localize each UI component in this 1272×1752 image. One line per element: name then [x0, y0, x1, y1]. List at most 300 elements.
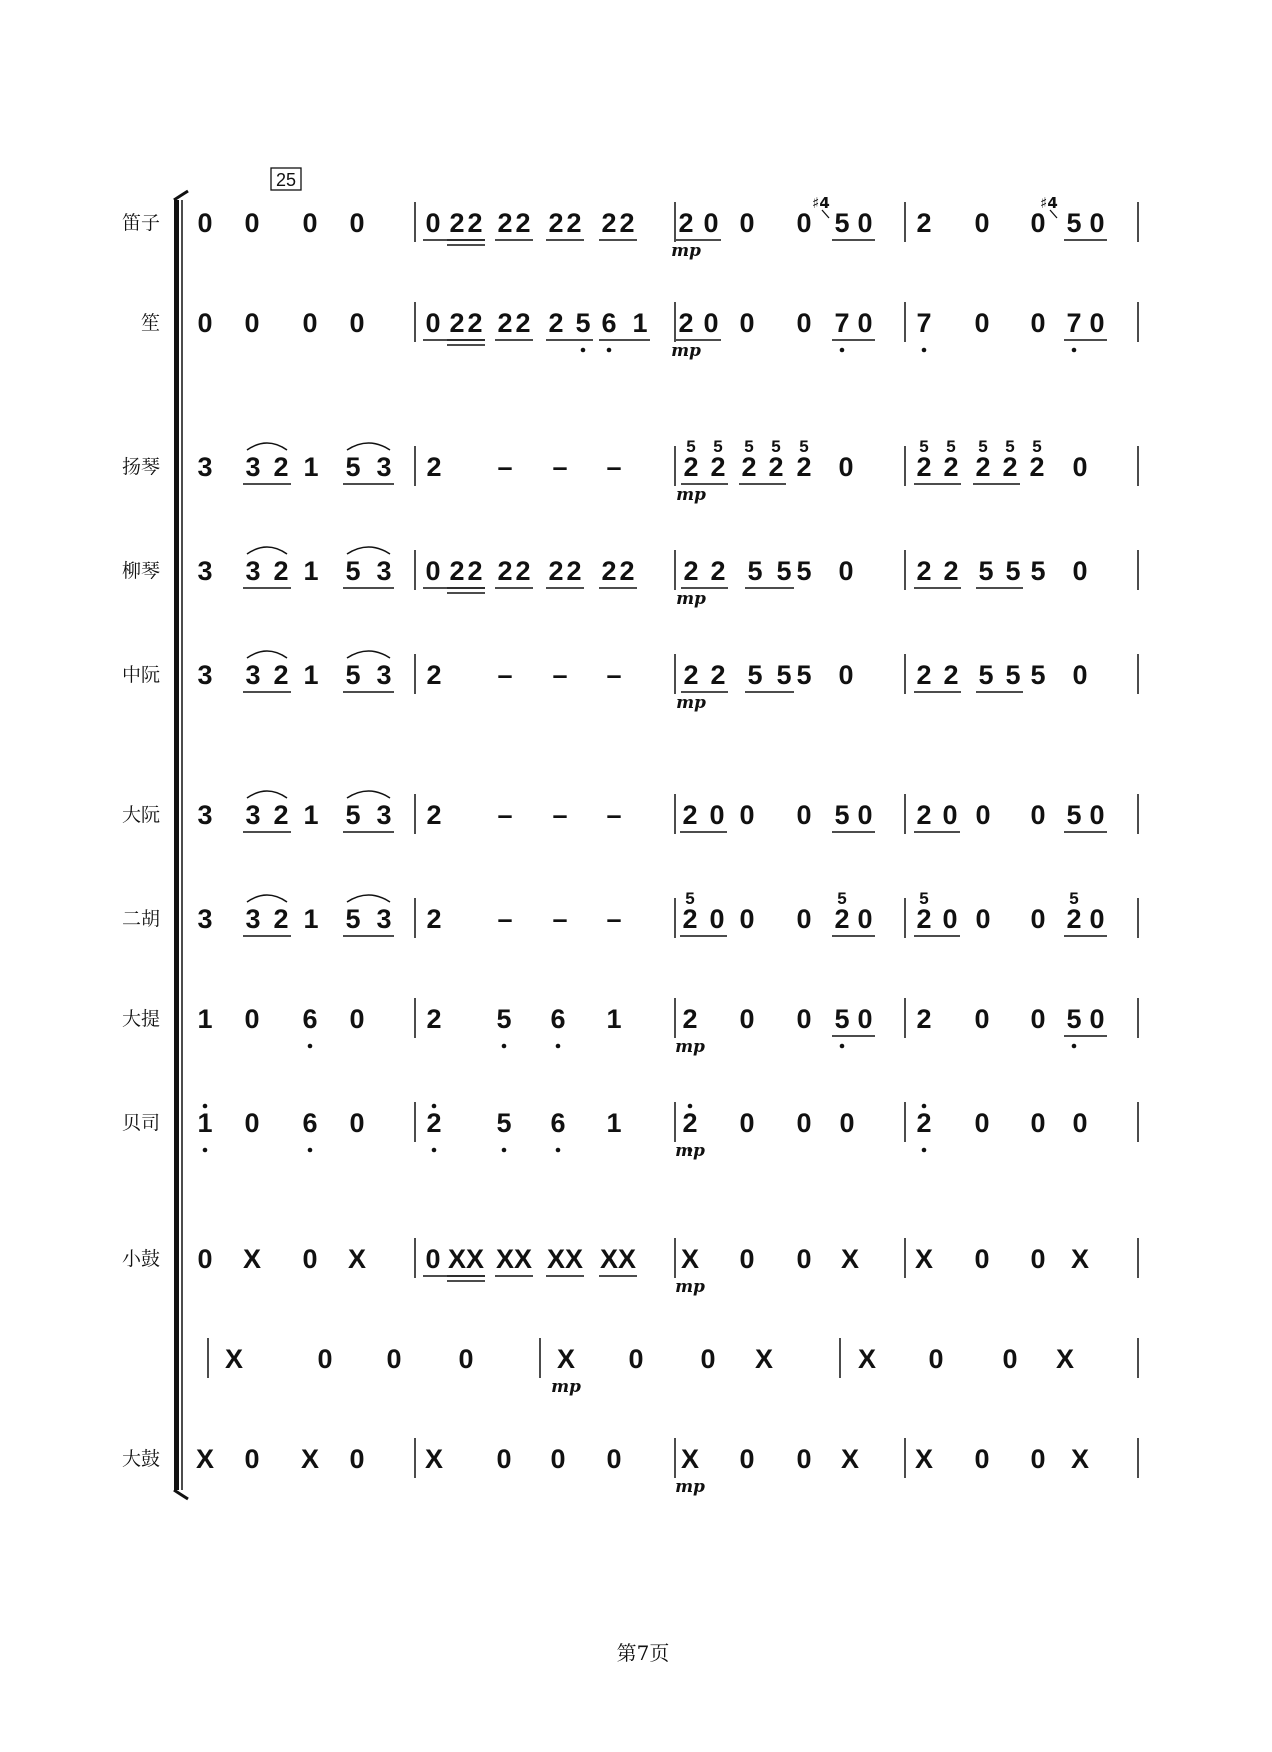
note: 0 — [197, 1244, 213, 1274]
note: 0 — [1030, 208, 1046, 238]
dynamic-mp: mp — [551, 1377, 581, 1397]
note: 2 — [678, 208, 694, 238]
note: X — [617, 1244, 637, 1274]
chord-upper-note: 5 — [1069, 889, 1079, 908]
system-bracket — [174, 191, 188, 1499]
note: 2 — [943, 452, 959, 482]
note: 0 — [839, 1108, 855, 1138]
note: 2 — [497, 208, 513, 238]
note: 2 — [601, 208, 617, 238]
note: 0 — [302, 208, 318, 238]
dynamic-mp: mp — [676, 485, 706, 505]
note: 3 — [245, 904, 261, 934]
note: 6 — [550, 1004, 566, 1034]
octave-dot-below — [308, 1148, 313, 1153]
note: 3 — [376, 800, 392, 830]
note: 5 — [1005, 556, 1021, 586]
note: 2 — [916, 904, 932, 934]
note: 0 — [838, 452, 854, 482]
note: 0 — [349, 308, 365, 338]
note: 0 — [796, 308, 812, 338]
octave-dot-above — [688, 1104, 693, 1109]
chord-upper-note: 5 — [919, 437, 929, 456]
note: 2 — [916, 1108, 932, 1138]
note: 2 — [426, 452, 442, 482]
note: 0 — [349, 1108, 365, 1138]
note: 0 — [739, 1108, 755, 1138]
note: 2 — [273, 800, 289, 830]
note: 7 — [834, 308, 850, 338]
note: 0 — [709, 904, 725, 934]
note: 3 — [376, 452, 392, 482]
note: 2 — [426, 660, 442, 690]
note: X — [840, 1444, 860, 1474]
note: 0 — [700, 1344, 716, 1374]
note: 2 — [741, 452, 757, 482]
note: 2 — [682, 1004, 698, 1034]
octave-dot-below — [581, 348, 586, 353]
note: 2 — [975, 452, 991, 482]
note: 2 — [916, 452, 932, 482]
slur — [247, 443, 287, 450]
note: X — [1055, 1344, 1075, 1374]
note: 0 — [244, 1444, 260, 1474]
dash-mark: – — [606, 904, 622, 934]
note: 2 — [682, 1108, 698, 1138]
note: 0 — [197, 308, 213, 338]
note: 0 — [739, 904, 755, 934]
note: 0 — [739, 1244, 755, 1274]
note: 0 — [796, 800, 812, 830]
note: X — [1070, 1444, 1090, 1474]
notation-row — [208, 1338, 1138, 1397]
slur — [347, 651, 390, 658]
octave-dot-below — [556, 1044, 561, 1049]
note: 7 — [1066, 308, 1082, 338]
note: 0 — [606, 1444, 622, 1474]
note: 0 — [349, 1444, 365, 1474]
note: 2 — [426, 904, 442, 934]
note: 3 — [197, 452, 213, 482]
notation-rows — [196, 194, 1138, 1497]
note: 0 — [1030, 1244, 1046, 1274]
note: 1 — [632, 308, 648, 338]
slur — [347, 895, 390, 902]
note: 0 — [244, 1004, 260, 1034]
note: 2 — [943, 660, 959, 690]
note: 0 — [974, 308, 990, 338]
note: 0 — [317, 1344, 333, 1374]
note: 0 — [1089, 1004, 1105, 1034]
note: 0 — [703, 308, 719, 338]
note: 3 — [245, 556, 261, 586]
note: 0 — [550, 1444, 566, 1474]
note: 5 — [345, 556, 361, 586]
note: 0 — [857, 904, 873, 934]
note: 6 — [302, 1108, 318, 1138]
label-daruan: 大阮 — [121, 804, 160, 826]
note: 0 — [796, 208, 812, 238]
note: X — [680, 1444, 700, 1474]
note: 7 — [916, 308, 932, 338]
label-dizi: 笛子 — [121, 212, 160, 234]
slur — [347, 443, 390, 450]
note: 3 — [197, 800, 213, 830]
note: X — [447, 1244, 467, 1274]
notation-row — [197, 651, 1138, 713]
note: 2 — [548, 556, 564, 586]
note: 2 — [683, 556, 699, 586]
notation-row — [196, 1438, 1138, 1497]
note: X — [242, 1244, 262, 1274]
grace-note-sharp4: ♯4 — [812, 194, 830, 212]
label-bass-drum: 大鼓 — [121, 1448, 160, 1470]
label-snare: 小鼓 — [121, 1248, 160, 1270]
note: X — [465, 1244, 485, 1274]
dash-mark: – — [552, 452, 568, 482]
dynamic-mp: mp — [671, 341, 701, 361]
note: 5 — [796, 556, 812, 586]
note: 5 — [345, 660, 361, 690]
note: 5 — [1066, 1004, 1082, 1034]
note: 2 — [515, 308, 531, 338]
note: 0 — [458, 1344, 474, 1374]
note: 2 — [273, 660, 289, 690]
note: X — [513, 1244, 533, 1274]
note: 2 — [449, 208, 465, 238]
note: 2 — [916, 660, 932, 690]
chord-upper-note: 5 — [685, 889, 695, 908]
dash-mark: – — [606, 660, 622, 690]
chord-upper-note: 5 — [744, 437, 754, 456]
note: 0 — [386, 1344, 402, 1374]
note: 0 — [349, 1004, 365, 1034]
chord-upper-note: 5 — [978, 437, 988, 456]
note: 3 — [376, 556, 392, 586]
notation-row — [197, 437, 1138, 505]
octave-dot-below — [502, 1044, 507, 1049]
slur — [247, 895, 287, 902]
note: 0 — [703, 208, 719, 238]
note: 0 — [796, 1108, 812, 1138]
note: 0 — [942, 904, 958, 934]
note: 5 — [345, 800, 361, 830]
note: 5 — [747, 556, 763, 586]
note: 0 — [1072, 1108, 1088, 1138]
note: 2 — [768, 452, 784, 482]
chord-upper-note: 5 — [799, 437, 809, 456]
note: 6 — [302, 1004, 318, 1034]
note: 0 — [739, 208, 755, 238]
octave-dot-below — [502, 1148, 507, 1153]
label-yangqin: 扬琴 — [121, 456, 160, 478]
chord-upper-note: 5 — [771, 437, 781, 456]
note: 2 — [426, 1004, 442, 1034]
note: 0 — [796, 1244, 812, 1274]
note: 2 — [449, 556, 465, 586]
notation-row — [197, 547, 1138, 609]
label-cello: 大提 — [121, 1008, 160, 1030]
note: 0 — [244, 308, 260, 338]
note: 3 — [245, 800, 261, 830]
octave-dot-below — [1072, 1044, 1077, 1049]
note: 3 — [245, 452, 261, 482]
dash-mark: – — [606, 452, 622, 482]
dash-mark: – — [497, 660, 513, 690]
note: 0 — [1089, 208, 1105, 238]
note: 2 — [426, 1108, 442, 1138]
chord-upper-note: 5 — [1005, 437, 1015, 456]
note: 2 — [1029, 452, 1045, 482]
note: 0 — [1030, 1004, 1046, 1034]
note: 0 — [857, 308, 873, 338]
note: 0 — [796, 1004, 812, 1034]
note: 2 — [497, 556, 513, 586]
note: 0 — [1072, 556, 1088, 586]
note: 2 — [682, 800, 698, 830]
note: 1 — [303, 556, 319, 586]
note: 0 — [425, 308, 441, 338]
note: 5 — [1066, 208, 1082, 238]
note: 0 — [496, 1444, 512, 1474]
octave-dot-below — [840, 348, 845, 353]
note: X — [564, 1244, 584, 1274]
notation-row — [197, 889, 1138, 938]
octave-dot-above — [432, 1104, 437, 1109]
note: 0 — [796, 904, 812, 934]
note: 1 — [197, 1004, 213, 1034]
note: X — [495, 1244, 515, 1274]
note: 5 — [496, 1004, 512, 1034]
note: 1 — [303, 452, 319, 482]
note: 5 — [776, 556, 792, 586]
chord-upper-note: 5 — [686, 437, 696, 456]
octave-dot-below — [922, 348, 927, 353]
note: 2 — [710, 660, 726, 690]
note: 2 — [683, 452, 699, 482]
note: 3 — [197, 660, 213, 690]
dynamic-mp: mp — [675, 1277, 705, 1297]
note: 1 — [303, 800, 319, 830]
chord-upper-note: 5 — [837, 889, 847, 908]
octave-dot-below — [607, 348, 612, 353]
notation-row — [197, 302, 1138, 361]
note: 3 — [376, 660, 392, 690]
note: 0 — [1030, 800, 1046, 830]
note: X — [857, 1344, 877, 1374]
note: 2 — [796, 452, 812, 482]
note: 2 — [273, 904, 289, 934]
note: 2 — [273, 452, 289, 482]
label-liuqin: 柳琴 — [121, 560, 160, 582]
label-erhu: 二胡 — [121, 908, 160, 930]
note: 6 — [601, 308, 617, 338]
notation-row — [197, 791, 1138, 834]
note: 0 — [857, 1004, 873, 1034]
note: 2 — [619, 556, 635, 586]
octave-dot-below — [840, 1044, 845, 1049]
note: X — [914, 1444, 934, 1474]
note: 2 — [943, 556, 959, 586]
instrument-labels — [122, 212, 160, 1470]
note: 5 — [345, 452, 361, 482]
dash-mark: – — [552, 660, 568, 690]
notation-row — [197, 998, 1138, 1057]
note: 0 — [709, 800, 725, 830]
note: 2 — [426, 800, 442, 830]
note: 0 — [739, 308, 755, 338]
note: 2 — [834, 904, 850, 934]
note: 2 — [916, 556, 932, 586]
note: 1 — [606, 1108, 622, 1138]
note: X — [754, 1344, 774, 1374]
note: 5 — [796, 660, 812, 690]
note: X — [424, 1444, 444, 1474]
note: 2 — [916, 208, 932, 238]
note: 0 — [1030, 1108, 1046, 1138]
note: 2 — [548, 208, 564, 238]
note: 2 — [619, 208, 635, 238]
notation-row — [197, 1238, 1138, 1297]
label-zhongruan: 中阮 — [121, 664, 160, 686]
note: 0 — [425, 1244, 441, 1274]
note: X — [680, 1244, 700, 1274]
note: 2 — [467, 308, 483, 338]
note: 0 — [244, 1108, 260, 1138]
note: 5 — [575, 308, 591, 338]
note: 1 — [197, 1108, 213, 1138]
note: 2 — [682, 904, 698, 934]
note: 2 — [566, 208, 582, 238]
note: 2 — [515, 556, 531, 586]
notation-row — [197, 1102, 1138, 1161]
chord-upper-note: 5 — [713, 437, 723, 456]
note: 0 — [1002, 1344, 1018, 1374]
grace-note-sharp4: ♯4 — [1040, 194, 1058, 212]
note: 1 — [606, 1004, 622, 1034]
note: 0 — [974, 1108, 990, 1138]
note: 0 — [857, 208, 873, 238]
note: 2 — [497, 308, 513, 338]
octave-dot-below — [556, 1148, 561, 1153]
chord-upper-note: 5 — [1032, 437, 1042, 456]
note: X — [840, 1244, 860, 1274]
rehearsal-number: 25 — [275, 170, 297, 190]
note: 5 — [1066, 800, 1082, 830]
note: 6 — [550, 1108, 566, 1138]
note: 0 — [425, 556, 441, 586]
note: 2 — [601, 556, 617, 586]
note: 2 — [467, 556, 483, 586]
page-number: 第7页 — [616, 1641, 670, 1665]
note: 0 — [1072, 660, 1088, 690]
note: 0 — [838, 556, 854, 586]
note: 2 — [548, 308, 564, 338]
dynamic-mp: mp — [676, 693, 706, 713]
note: X — [224, 1344, 244, 1374]
octave-dot-above — [922, 1104, 927, 1109]
octave-dot-above — [203, 1104, 208, 1109]
rehearsal-mark — [271, 168, 301, 190]
note: 2 — [916, 800, 932, 830]
note: 1 — [303, 904, 319, 934]
note: 5 — [776, 660, 792, 690]
note: 0 — [1072, 452, 1088, 482]
octave-dot-below — [1072, 348, 1077, 353]
note: 5 — [747, 660, 763, 690]
note: 2 — [1066, 904, 1082, 934]
octave-dot-below — [203, 1148, 208, 1153]
note: 2 — [678, 308, 694, 338]
octave-dot-below — [432, 1148, 437, 1153]
note: 0 — [1089, 904, 1105, 934]
note: X — [300, 1444, 320, 1474]
note: 0 — [975, 904, 991, 934]
note: X — [546, 1244, 566, 1274]
note: X — [347, 1244, 367, 1274]
note: 0 — [942, 800, 958, 830]
slur — [347, 791, 390, 798]
dash-mark: – — [552, 904, 568, 934]
octave-dot-below — [922, 1148, 927, 1153]
dynamic-mp: mp — [675, 1141, 705, 1161]
note: 5 — [345, 904, 361, 934]
note: 5 — [1005, 660, 1021, 690]
slur — [247, 651, 287, 658]
note: 5 — [834, 800, 850, 830]
note: 0 — [857, 800, 873, 830]
note: 5 — [1030, 556, 1046, 586]
note: 1 — [303, 660, 319, 690]
note: 0 — [975, 800, 991, 830]
note: 5 — [496, 1108, 512, 1138]
note: X — [195, 1444, 215, 1474]
note: 0 — [974, 1244, 990, 1274]
note: 2 — [566, 556, 582, 586]
dynamic-mp: mp — [676, 589, 706, 609]
note: X — [914, 1244, 934, 1274]
note: 0 — [1030, 308, 1046, 338]
note: X — [556, 1344, 576, 1374]
note: 5 — [1030, 660, 1046, 690]
note: 5 — [978, 660, 994, 690]
note: 0 — [796, 1444, 812, 1474]
note: 0 — [739, 1444, 755, 1474]
note: 0 — [628, 1344, 644, 1374]
dynamic-mp: mp — [671, 241, 701, 261]
octave-dot-below — [308, 1044, 313, 1049]
dynamic-mp: mp — [675, 1477, 705, 1497]
note: 2 — [683, 660, 699, 690]
label-bass: 贝司 — [121, 1112, 160, 1134]
note: 0 — [739, 1004, 755, 1034]
note: 0 — [739, 800, 755, 830]
note: 3 — [197, 904, 213, 934]
note: 5 — [834, 208, 850, 238]
note: 3 — [197, 556, 213, 586]
note: 5 — [978, 556, 994, 586]
note: 2 — [916, 1004, 932, 1034]
note: 0 — [302, 308, 318, 338]
note: 2 — [449, 308, 465, 338]
dash-mark: – — [552, 800, 568, 830]
note: 0 — [974, 1444, 990, 1474]
note: 0 — [974, 1004, 990, 1034]
dash-mark: – — [497, 452, 513, 482]
note: 0 — [928, 1344, 944, 1374]
note: 2 — [467, 208, 483, 238]
chord-upper-note: 5 — [946, 437, 956, 456]
